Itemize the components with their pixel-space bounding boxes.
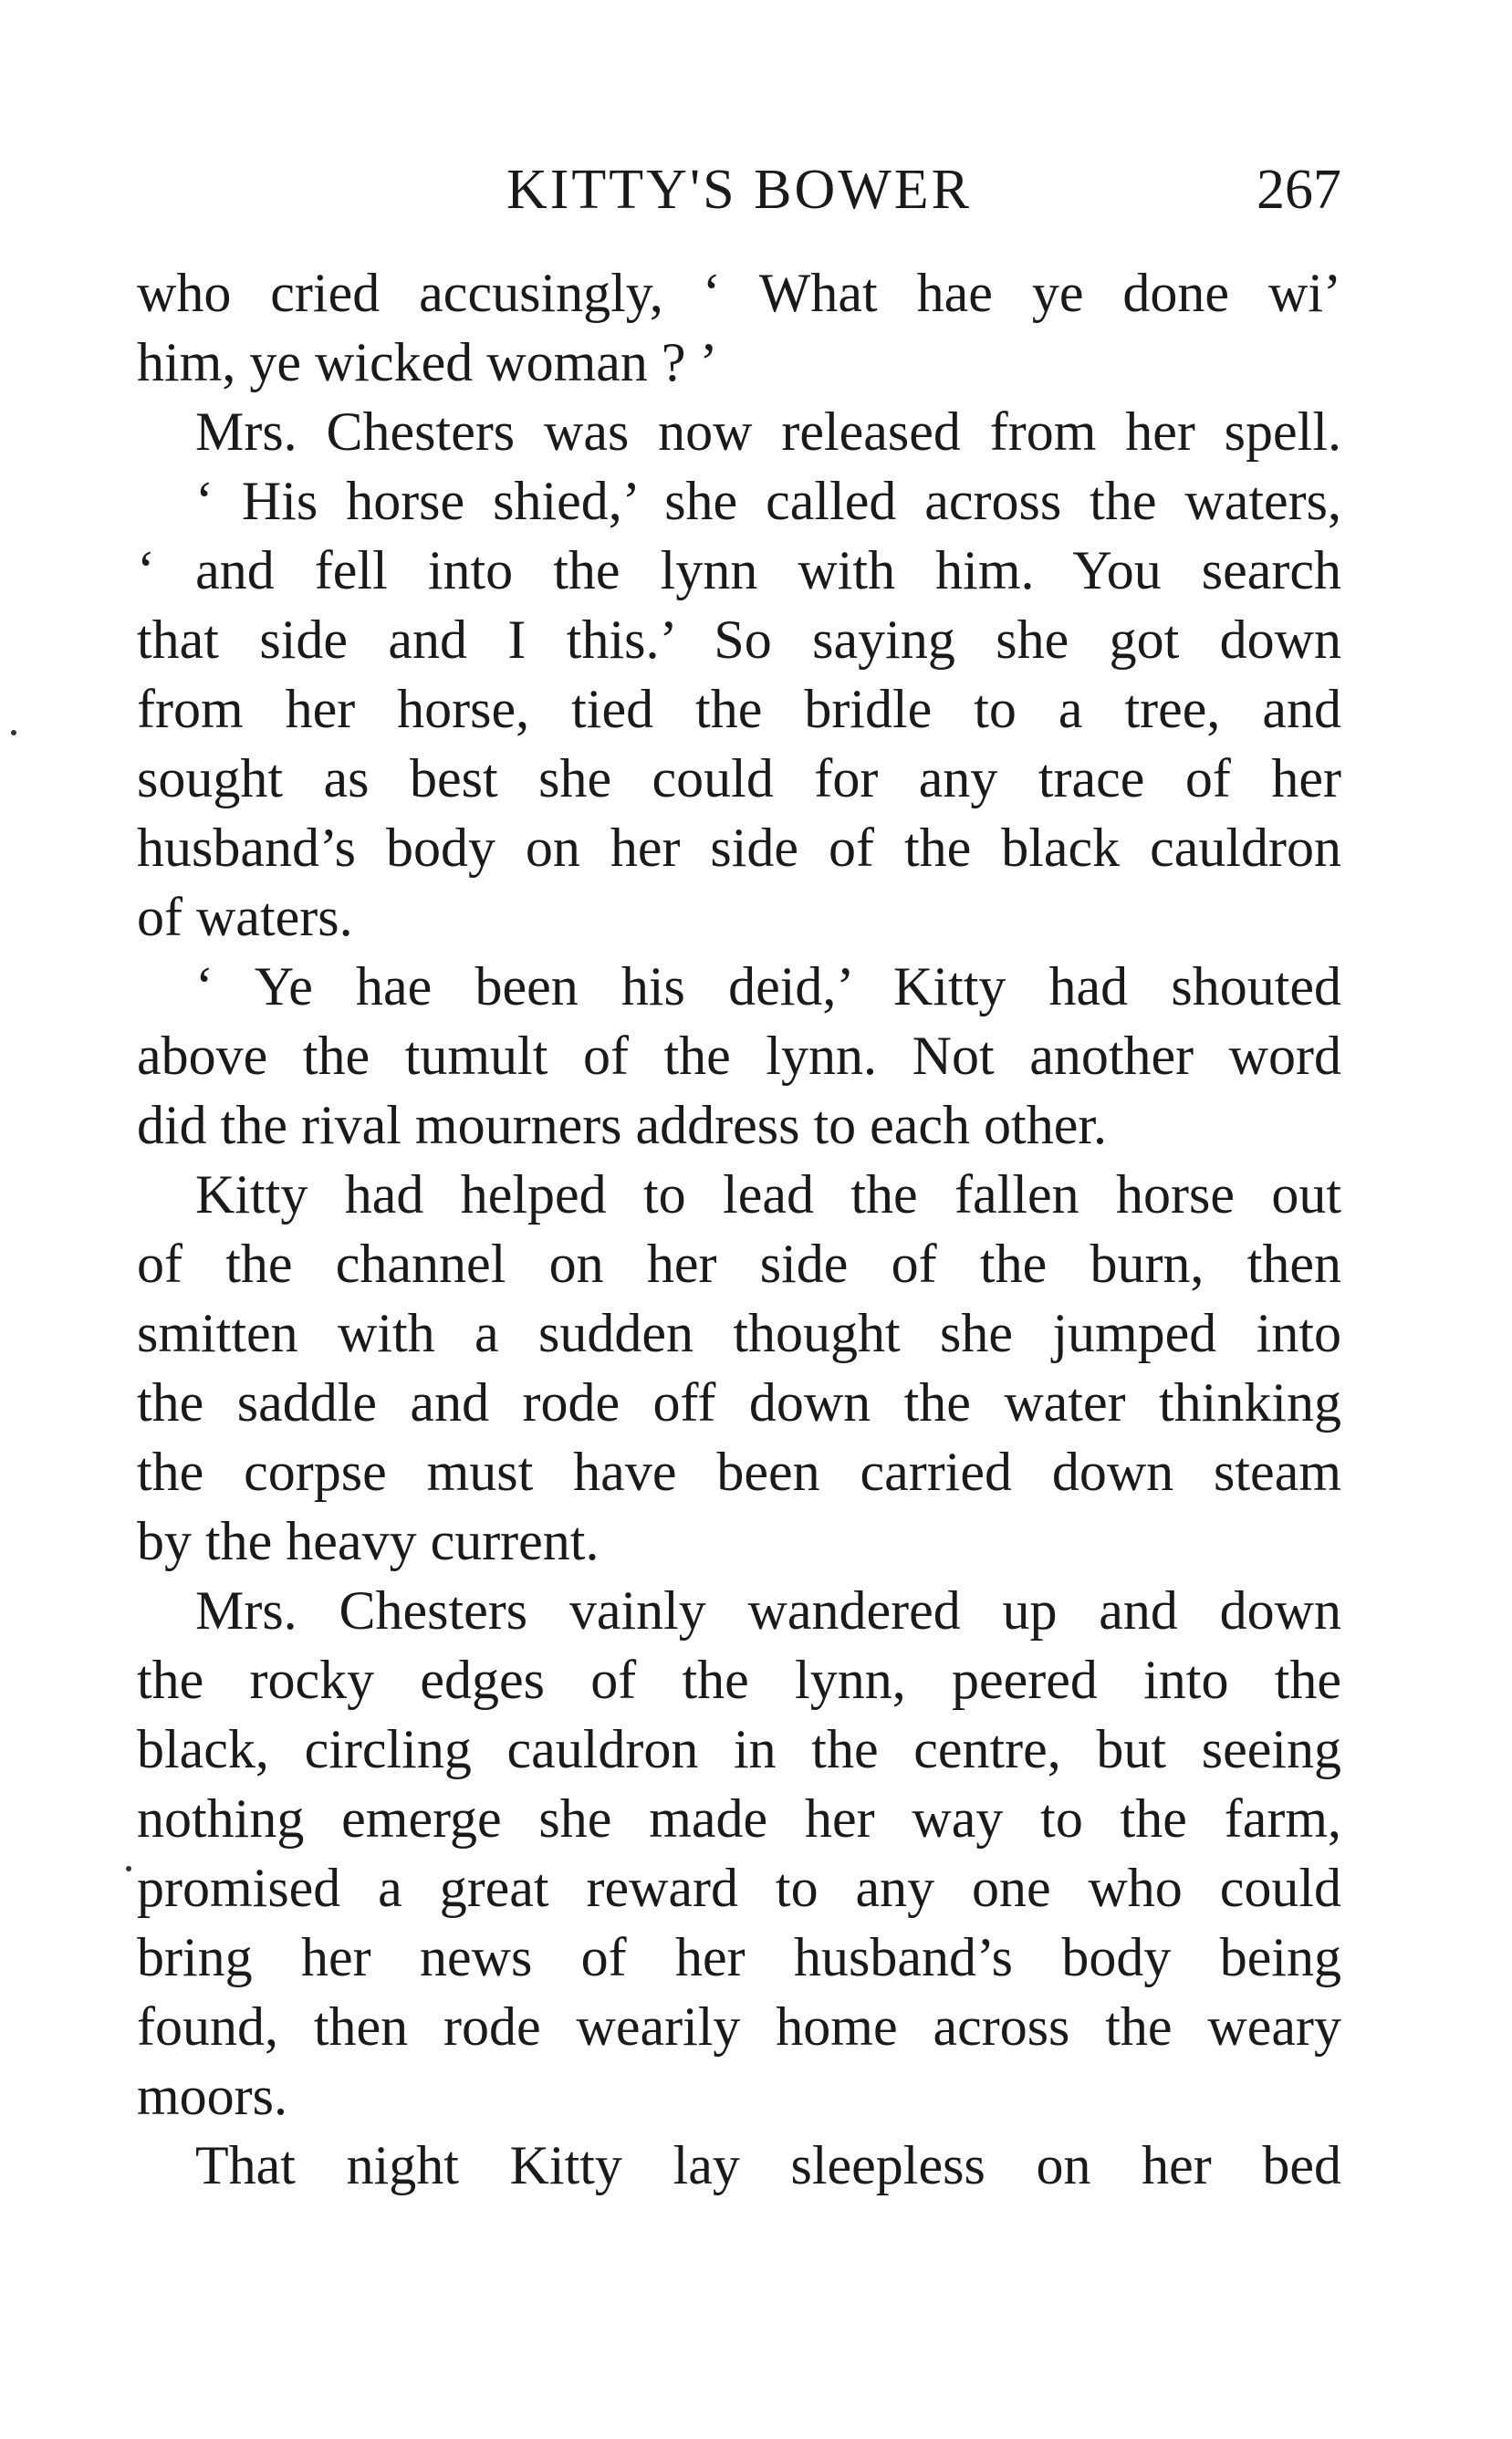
margin-speck — [11, 730, 16, 735]
text-line: found, then rode wearily home across the weary — [137, 1996, 1341, 2057]
text-line: nothing emerge she made her way to the farm, — [137, 1788, 1341, 1849]
text-line: from her horse, tied the bridle to a tree, and — [137, 679, 1341, 739]
text-line: That night Kitty lay sleepless on her bed — [195, 2135, 1341, 2195]
text-line: ‘ Ye hae been his deid,’ Kitty had shouted — [195, 956, 1341, 1016]
text-line: smitten with a sudden thought she jumped into — [137, 1303, 1341, 1363]
text-line: the corpse must have been carried down steam — [137, 1442, 1341, 1502]
text-line: the rocky edges of the lynn, peered into the — [137, 1650, 1341, 1710]
page-header — [137, 153, 1341, 226]
text-line: promised a great reward to any one who could — [137, 1858, 1341, 1918]
text-line: moors. — [137, 2066, 287, 2126]
text-line: Mrs. Chesters was now released from her spell. — [195, 401, 1341, 462]
text-line: who cried accusingly, ‘ What hae ye done wi’ — [137, 263, 1341, 323]
text-line: black, circling cauldron in the centre, but seeing — [137, 1719, 1341, 1779]
text-line: did the rival mourners address to each other. — [137, 1095, 1108, 1155]
margin-speck — [126, 1866, 131, 1871]
text-line: him, ye wicked woman ? ’ — [137, 332, 718, 392]
text-line: ‘ His horse shied,’ she called across the waters, — [195, 471, 1341, 531]
page-number: 267 — [1257, 159, 1341, 221]
running-title: KITTY'S BOWER — [506, 159, 972, 221]
text-line: sought as best she could for any trace of her — [137, 748, 1341, 808]
body-text — [137, 258, 1341, 2200]
text-line: ‘ and fell into the lynn with him. You search — [137, 540, 1341, 600]
text-line: that side and I this.’ So saying she got down — [137, 610, 1341, 670]
text-line: of the channel on her side of the burn, then — [137, 1234, 1341, 1294]
text-line: Mrs. Chesters vainly wandered up and down — [195, 1580, 1341, 1641]
text-line: husband’s body on her side of the black cauldron — [137, 818, 1341, 878]
text-line: Kitty had helped to lead the fallen horse out — [195, 1164, 1341, 1225]
text-line: the saddle and rode off down the water thinking — [137, 1372, 1341, 1433]
text-line: above the tumult of the lynn. Not another word — [137, 1026, 1341, 1086]
text-line: by the heavy current. — [137, 1511, 600, 1571]
text-line: bring her news of her husband’s body being — [137, 1927, 1341, 1987]
text-line: of waters. — [137, 887, 353, 947]
